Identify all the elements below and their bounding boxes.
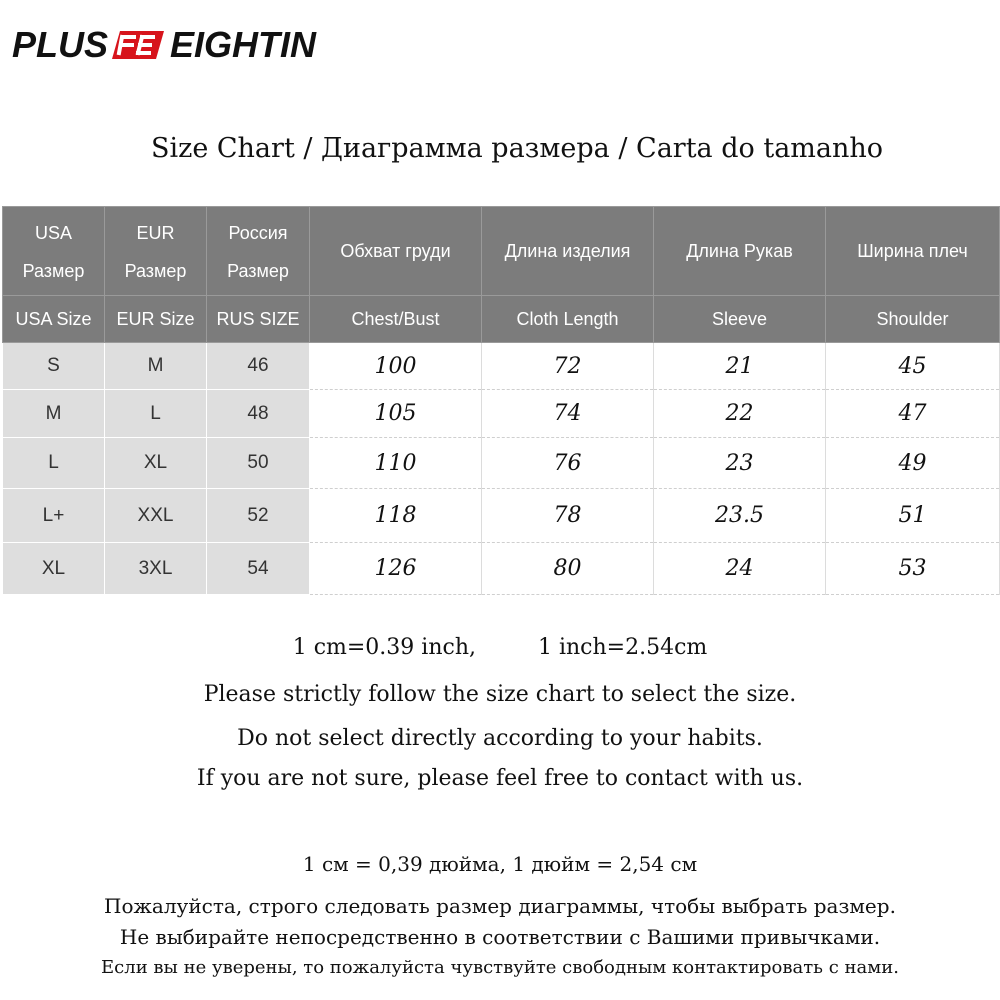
header-chest: Обхват груди	[310, 207, 482, 296]
header-length: Длина изделия	[482, 207, 654, 296]
cell-length: 72	[482, 343, 654, 390]
header-sleeve: Длина Рукав	[654, 207, 826, 296]
cell-rus: 46	[207, 343, 310, 390]
cell-rus: 48	[207, 390, 310, 438]
note-en-line1: Please strictly follow the size chart to select the size.	[203, 682, 797, 707]
note-en-line2: Do not select directly according to your habits.	[237, 726, 763, 751]
cell-usa: M	[3, 390, 105, 438]
table-row	[3, 489, 1000, 543]
subheader-sleeve: Sleeve	[654, 296, 826, 343]
cell-rus: 50	[207, 438, 310, 489]
units-note-en	[0, 635, 1000, 660]
size-table	[2, 206, 1000, 595]
cell-rus: 54	[207, 543, 310, 595]
cell-shoulder: 51	[826, 489, 1000, 543]
brand-name-right: EIGHTIN	[170, 24, 317, 65]
note-ru-line1: Пожалуйста, строго следовать размер диаграммы, чтобы выбрать размер.	[104, 894, 896, 918]
cell-sleeve: 22	[654, 390, 826, 438]
cell-eur: M	[105, 343, 207, 390]
subheader-usa-size: USA Size	[3, 296, 105, 343]
cell-rus: 52	[207, 489, 310, 543]
units-note-ru: 1 см = 0,39 дюйма, 1 дюйм = 2,54 см	[302, 852, 698, 876]
subheader-rus-size: RUS SIZE	[207, 296, 310, 343]
cell-chest: 126	[310, 543, 482, 595]
units-cm-to-inch: 1 cm=0.39 inch,	[292, 635, 476, 660]
note-ru-line2: Не выбирайте непосредственно в соответствии с Вашими привычками.	[119, 925, 881, 949]
page-title: Size Chart / Диаграмма размера / Carta do tamanho	[150, 133, 884, 164]
header-eur: EUR Размер	[105, 207, 207, 296]
subheader-length: Cloth Length	[482, 296, 654, 343]
subheader-chest: Chest/Bust	[310, 296, 482, 343]
note-en-line3: If you are not sure, please feel free to contact with us.	[196, 766, 804, 791]
table-row	[3, 438, 1000, 489]
cell-eur: 3XL	[105, 543, 207, 595]
cell-usa: S	[3, 343, 105, 390]
brand-name-left: PLUS	[12, 24, 109, 65]
header-rus: Россия Размер	[207, 207, 310, 296]
header-usa: USA Размер	[3, 207, 105, 296]
cell-shoulder: 47	[826, 390, 1000, 438]
brand-logo	[12, 20, 316, 70]
table-subheader-row	[3, 296, 1000, 343]
subheader-shoulder: Shoulder	[826, 296, 1000, 343]
cell-shoulder: 53	[826, 543, 1000, 595]
table-row	[3, 390, 1000, 438]
cell-shoulder: 45	[826, 343, 1000, 390]
cell-length: 76	[482, 438, 654, 489]
cell-sleeve: 23.5	[654, 489, 826, 543]
cell-eur: XXL	[105, 489, 207, 543]
cell-sleeve: 23	[654, 438, 826, 489]
cell-chest: 100	[310, 343, 482, 390]
cell-shoulder: 49	[826, 438, 1000, 489]
table-row	[3, 343, 1000, 390]
subheader-eur-size: EUR Size	[105, 296, 207, 343]
cell-length: 74	[482, 390, 654, 438]
brand-mark-icon	[112, 29, 164, 61]
cell-chest: 105	[310, 390, 482, 438]
cell-sleeve: 21	[654, 343, 826, 390]
cell-length: 80	[482, 543, 654, 595]
cell-chest: 118	[310, 489, 482, 543]
cell-usa: L	[3, 438, 105, 489]
table-row	[3, 543, 1000, 595]
units-inch-to-cm: 1 inch=2.54cm	[537, 635, 708, 660]
table-header-row	[3, 207, 1000, 296]
cell-chest: 110	[310, 438, 482, 489]
cell-sleeve: 24	[654, 543, 826, 595]
cell-length: 78	[482, 489, 654, 543]
header-shoulder: Ширина плеч	[826, 207, 1000, 296]
cell-eur: L	[105, 390, 207, 438]
note-ru-line3: Если вы не уверены, то пожалуйста чувствуйте свободным контактировать с нами.	[101, 957, 899, 978]
cell-eur: XL	[105, 438, 207, 489]
cell-usa: L+	[3, 489, 105, 543]
cell-usa: XL	[3, 543, 105, 595]
